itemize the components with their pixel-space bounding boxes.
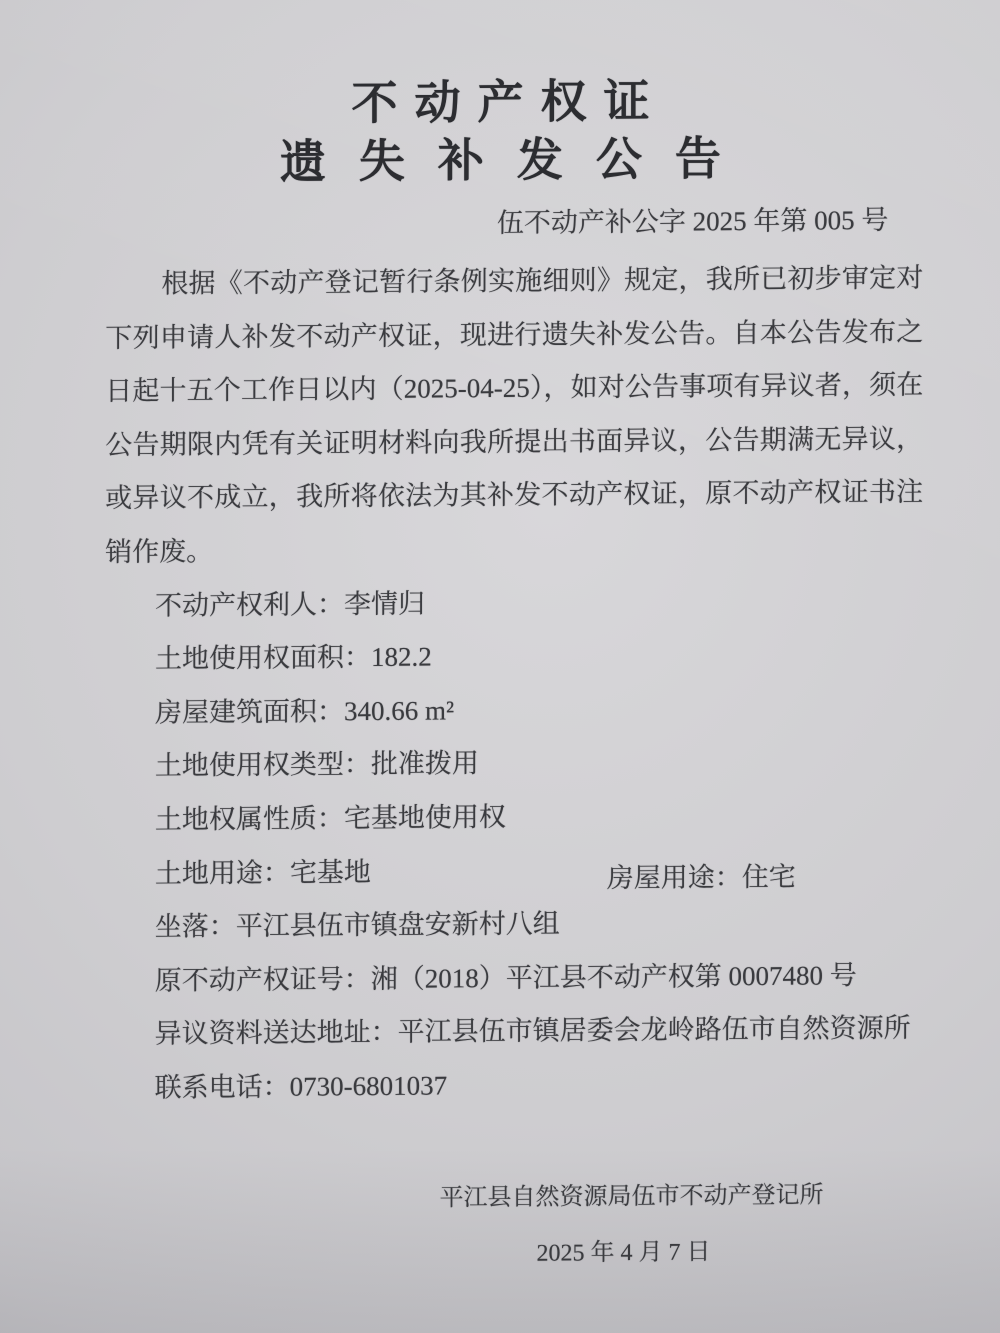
field-value: 湘（2018）平江县不动产权第 0007480 号: [370, 959, 857, 994]
field-value: 平江县伍市镇盘安新村八组: [235, 908, 560, 942]
field-label: 原不动产权证号：: [154, 963, 371, 996]
doc-title-line2: 遗失补发公告: [279, 132, 754, 188]
issuer-name: 平江县自然资源局伍市不动产登记所: [439, 1182, 824, 1212]
doc-title: [0, 70, 1000, 194]
field-value: 平江县伍市镇居委会龙岭路伍市自然资源所: [397, 1013, 911, 1048]
field-list: [155, 573, 923, 1115]
doc-number: 伍不动产补公字 2025 年第 005 号: [496, 204, 889, 239]
field-original-cert-no: [155, 948, 923, 1008]
field-land-use-row: [155, 841, 923, 901]
field-label: 房屋建筑面积：: [154, 695, 344, 728]
field-objection-address: [155, 1002, 923, 1062]
field-land-use: [155, 857, 371, 889]
field-value: 宅基地使用权: [343, 801, 506, 834]
field-label: 房屋用途：: [606, 861, 742, 893]
field-label: 联系电话：: [154, 1071, 290, 1103]
field-building-area: [155, 680, 923, 740]
issue-date: 2025 年 4 月 7 日: [536, 1239, 711, 1267]
field-value: 批准拨用: [370, 748, 479, 780]
field-value: 182.2: [370, 641, 432, 673]
field-label: 异议资料送达地址：: [154, 1017, 398, 1050]
field-value: 0730-6801037: [289, 1070, 448, 1102]
field-value: 宅基地: [289, 856, 371, 888]
doc-body: [105, 252, 924, 1116]
field-label: 坐落：: [154, 911, 236, 942]
field-value: 340.66 m²: [343, 695, 455, 726]
field-value: 住宅: [741, 861, 796, 892]
field-label: 土地使用权面积：: [155, 642, 372, 674]
field-land-use-area: [155, 627, 923, 687]
field-land-ownership-nature: [155, 788, 923, 848]
field-value: 李情归: [344, 588, 426, 619]
field-location: [155, 895, 923, 955]
field-label: 土地使用权类型：: [154, 749, 371, 782]
field-holder-name: [155, 573, 923, 633]
field-label: 土地用途：: [154, 857, 290, 889]
announcement-paragraph: 根据《不动产登记暂行条例实施细则》规定，我所已初步审定对下列申请人补发不动产权证，现进行遗失补发公告。自本公告发布之日起十五个工作日以内（2025-04-25），如对公告事项有异议者，须在公告期限内凭有关证明材料向我所提出书面异议，公告期满无异议，或异议不成立，我所将依法为其补发不动产权证，原不动产权证书注销作废。: [105, 262, 924, 568]
field-label: 不动产权利人：: [155, 588, 345, 621]
field-label: 土地权属性质：: [154, 803, 344, 835]
field-land-use-right-type: [155, 734, 923, 794]
doc-title-line1: 不动产权证: [351, 75, 667, 130]
field-contact-phone: [155, 1056, 923, 1116]
